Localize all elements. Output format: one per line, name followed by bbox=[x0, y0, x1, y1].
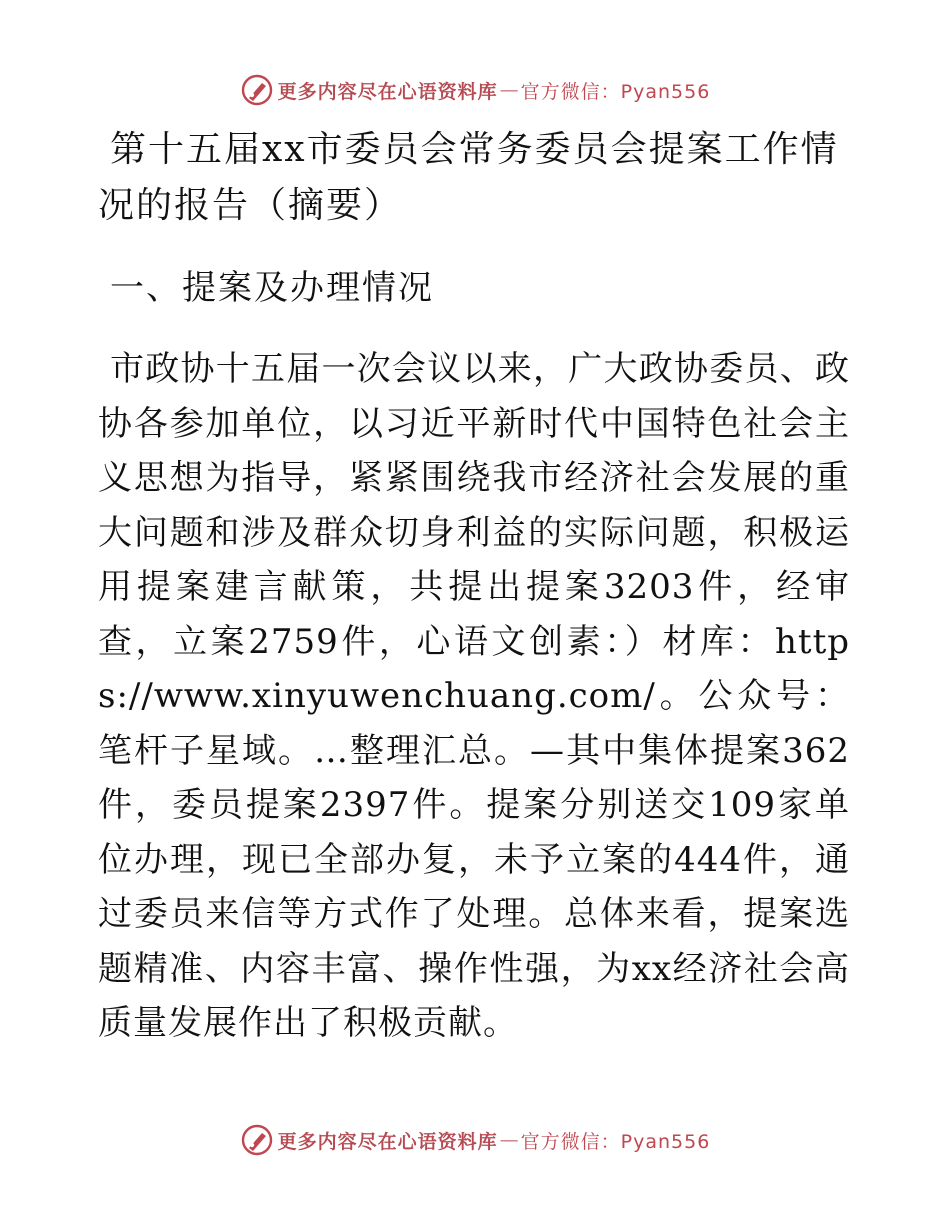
watermark-dash: — bbox=[499, 79, 519, 101]
watermark-header bbox=[0, 68, 950, 112]
watermark-contact: 官方微信：Pyan556 bbox=[520, 1130, 711, 1153]
pen-circle-logo-icon bbox=[240, 73, 274, 107]
watermark-text: 更多内容尽在心语资料库 bbox=[277, 80, 498, 103]
watermark-dash: — bbox=[499, 1129, 519, 1151]
document-title: 第十五届xx市委员会常务委员会提案工作情况的报告（摘要） bbox=[98, 129, 839, 226]
section-heading: 一、提案及办理情况 bbox=[110, 268, 434, 308]
body-paragraph: 市政协十五届一次会议以来，广大政协委员、政协各参加单位，以习近平新时代中国特色社会主义思想为指导，紧紧围绕我市经济社会发展的重大问题和涉及群众切身利益的实际问题，积极运用提案建言献策，共提出提案3203件，经审查，立案2759件，心语文创素：）材库：https://www.xinyuwenchuang.com/。公众号：笔杆子星域。…整理汇总。—其中集体提案362件，委员提案2397件。提案分别送交109家单位办理，现已全部办复，未予立案的444件，通过委员来信等方式作了处理。总体来看，提案选题精准、内容丰富、操作性强，为xx经济社会高质量发展作出了积极贡献。 bbox=[98, 349, 850, 1043]
watermark-footer bbox=[0, 1118, 950, 1162]
pen-circle-logo-icon bbox=[240, 1123, 274, 1157]
document-body bbox=[98, 122, 850, 1051]
watermark-text: 更多内容尽在心语资料库 bbox=[277, 1130, 498, 1153]
watermark-contact: 官方微信：Pyan556 bbox=[520, 80, 711, 103]
